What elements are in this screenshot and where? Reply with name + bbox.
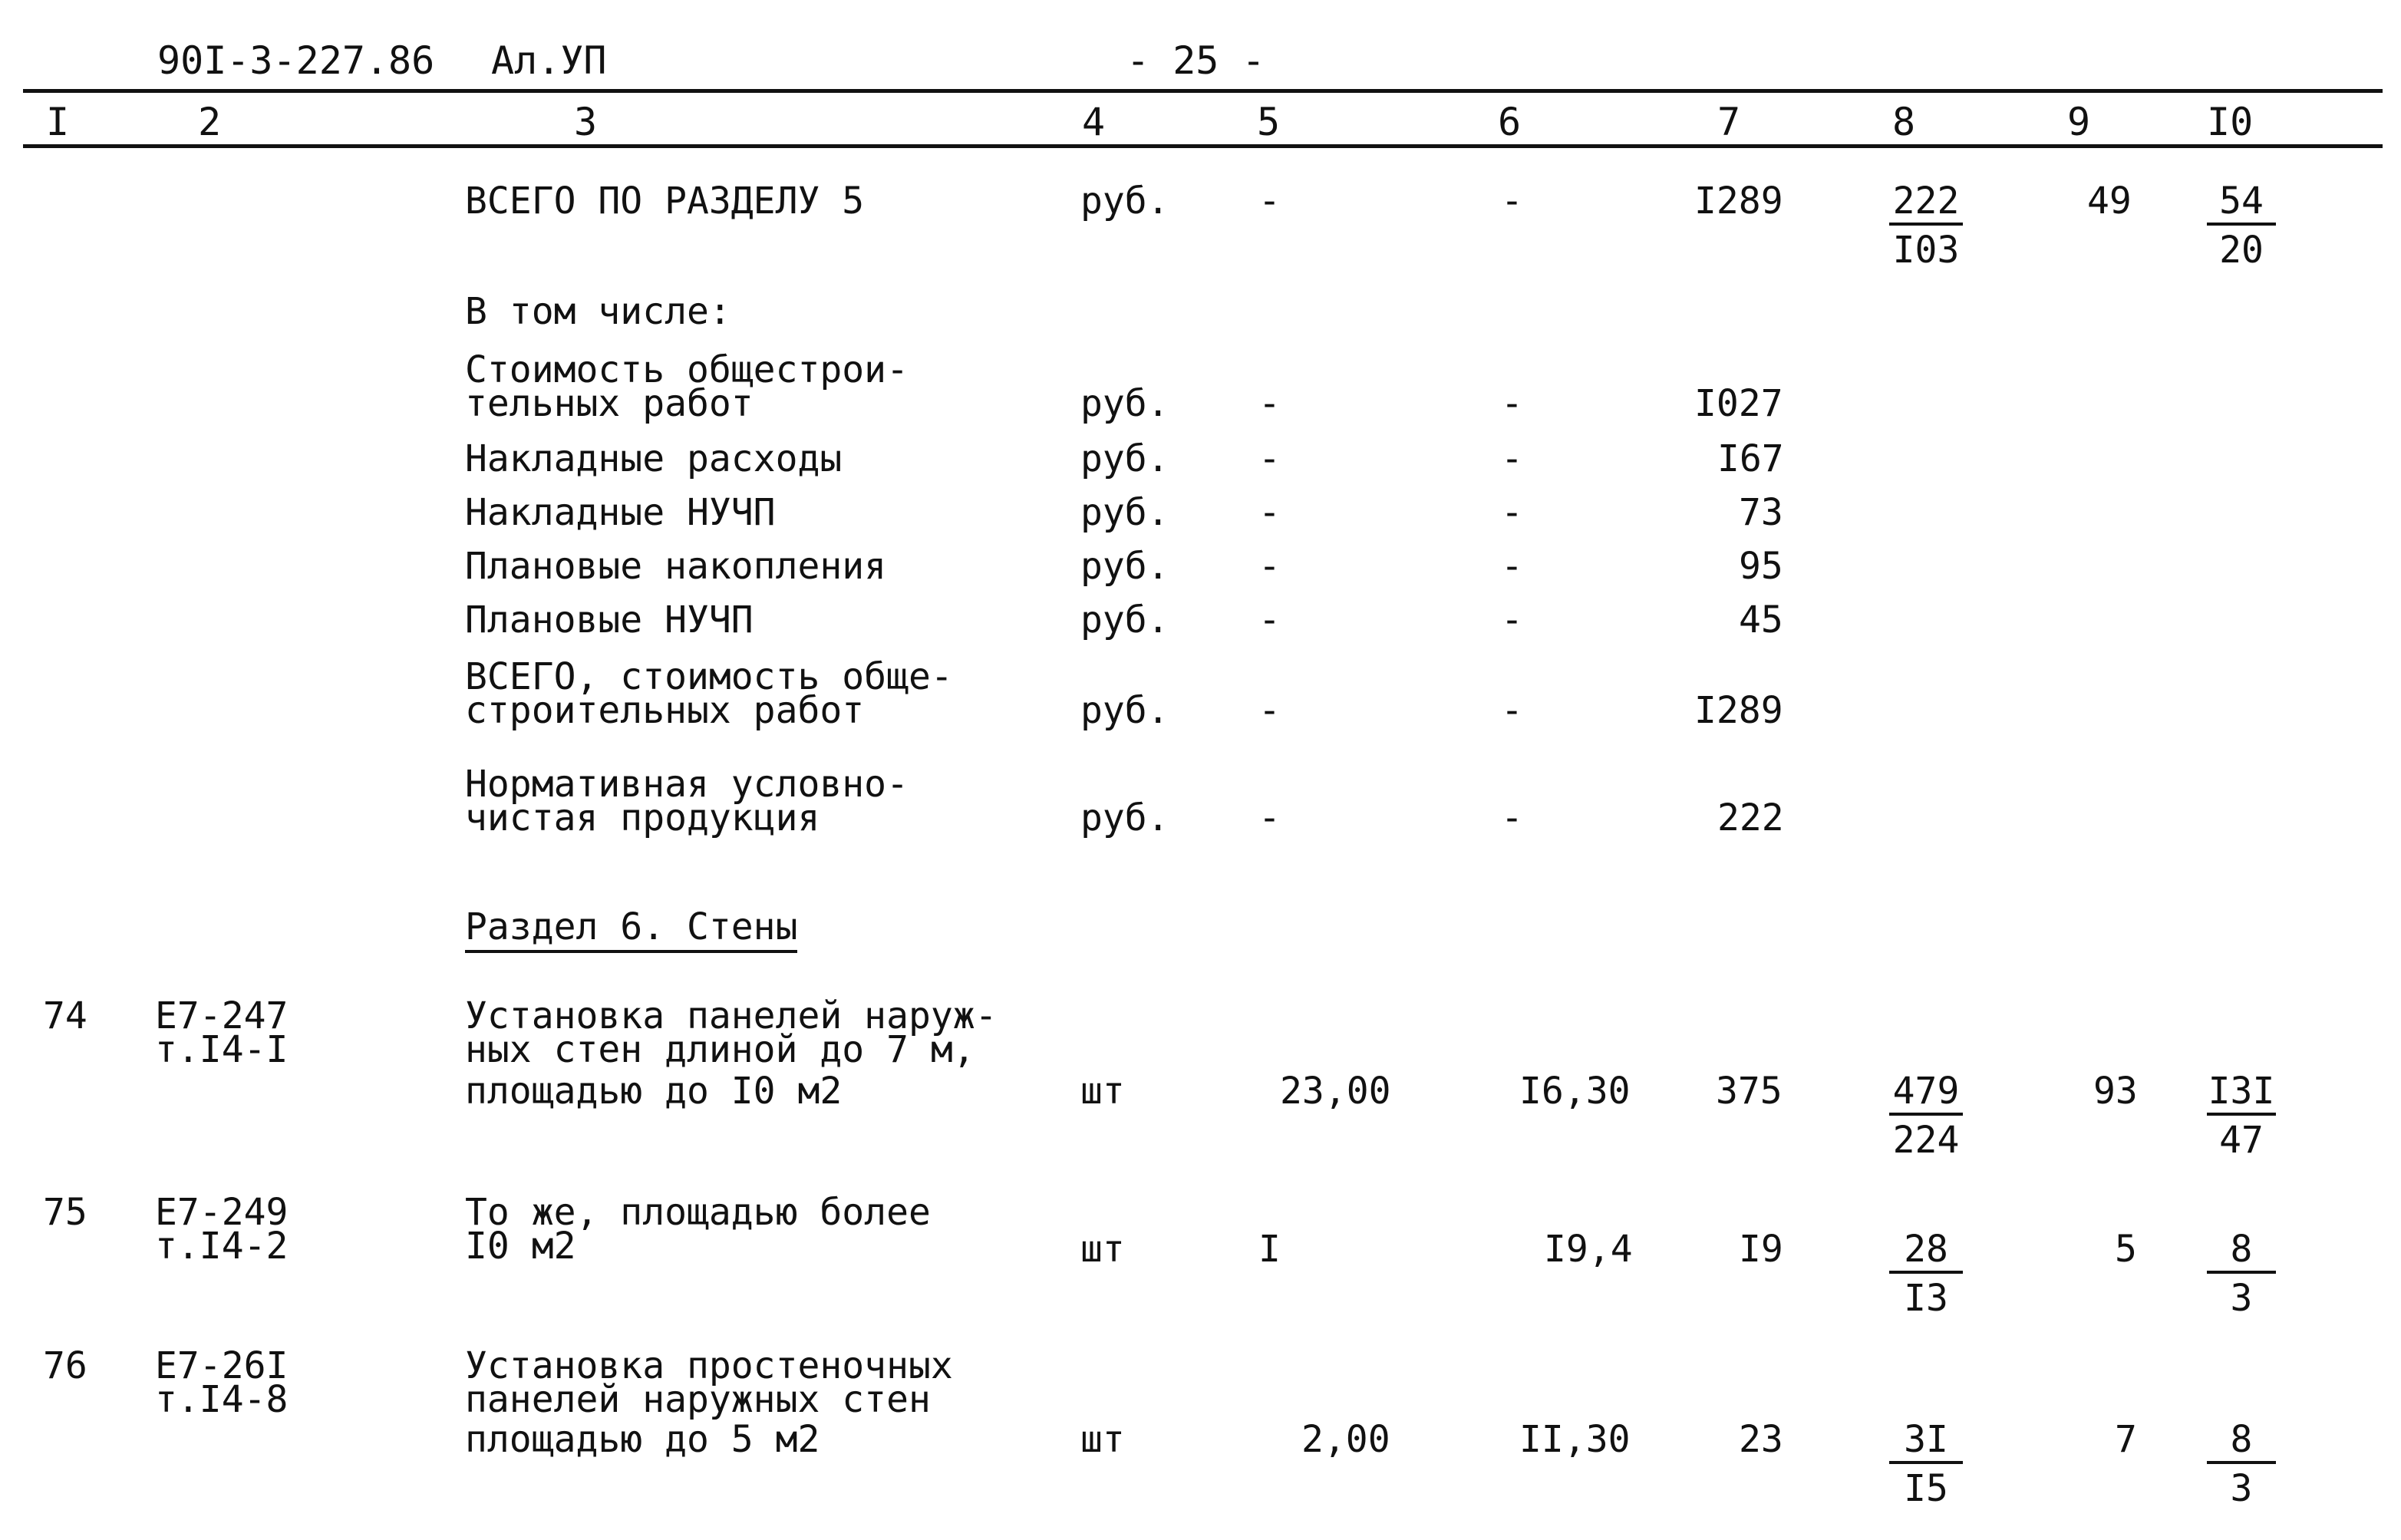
total-cost-cell: I9 [1739, 1228, 1783, 1271]
dash-cell: - [1258, 180, 1281, 223]
album-label: Ал.УП [491, 38, 607, 83]
fraction-numerator: 54 [2219, 180, 2264, 223]
cost-value: 45 [1739, 599, 1783, 641]
cost-value: 73 [1739, 491, 1783, 534]
column-number: 8 [1892, 100, 1916, 144]
breakdown-label: строительных работ [465, 689, 865, 732]
fraction-numerator: 8 [2230, 1228, 2253, 1271]
fraction-numerator: 3I [1904, 1418, 1948, 1461]
fraction-cell [2207, 1070, 2276, 1162]
fraction-denominator: I5 [1904, 1467, 1948, 1510]
fraction-denominator: 3 [2230, 1467, 2253, 1510]
unit-cell: руб. [1080, 796, 1169, 839]
page-number: - 25 - [1126, 38, 1265, 83]
fraction-cell [1889, 180, 1963, 272]
breakdown-label: Накладные НУЧП [465, 491, 776, 534]
breakdown-label: чистая продукция [465, 796, 820, 839]
fraction-cell [2207, 1418, 2276, 1510]
value-cell: 5 [2115, 1228, 2137, 1271]
value-cell: 7 [2115, 1418, 2137, 1461]
unit-cell: руб. [1080, 382, 1169, 425]
fraction-numerator: 222 [1892, 180, 1960, 223]
unit-cell: руб. [1080, 437, 1169, 480]
dash-cell: - [1501, 689, 1523, 732]
unit-cell: руб. [1080, 491, 1169, 534]
item-description: ных стен длиной до 7 м, [465, 1028, 975, 1071]
breakdown-label: Плановые накопления [465, 545, 887, 588]
cost-value: 222 [1717, 796, 1784, 839]
fraction-cell [1889, 1228, 1963, 1320]
dash-cell: - [1501, 491, 1523, 534]
table-reference: т.I4-2 [155, 1225, 289, 1268]
unit-cell: руб. [1080, 545, 1169, 588]
quantity-cell: 2,00 [1301, 1418, 1390, 1461]
dash-cell: - [1258, 689, 1281, 732]
fraction-cell [1889, 1070, 1963, 1162]
column-number: 5 [1257, 100, 1281, 144]
item-description: площадью до I0 м2 [465, 1070, 843, 1113]
breakdown-label: Плановые НУЧП [465, 599, 754, 641]
column-number: 4 [1082, 100, 1106, 144]
dash-cell: - [1258, 491, 1281, 534]
dash-cell: - [1501, 599, 1523, 641]
fraction-denominator: I03 [1892, 229, 1960, 272]
item-description: Установка простеночных [465, 1344, 953, 1387]
item-description: Установка панелей наруж- [465, 994, 998, 1037]
norm-code: Е7-249 [155, 1191, 289, 1234]
cost-value: I289 [1694, 689, 1783, 732]
dash-cell: - [1501, 437, 1523, 480]
fraction-cell [2207, 180, 2276, 272]
unit-cell: руб. [1080, 689, 1169, 732]
table-reference: т.I4-8 [155, 1378, 289, 1421]
item-description: панелей наружных стен [465, 1378, 931, 1421]
fraction-denominator: 20 [2219, 229, 2264, 272]
document-code: 90I-3-227.86 [157, 38, 435, 83]
total-cost: I289 [1694, 180, 1783, 223]
norm-code: Е7-26I [155, 1344, 289, 1387]
cost-value: 95 [1739, 545, 1783, 588]
total-cost-cell: 23 [1739, 1418, 1783, 1461]
unit-cell: шт [1080, 1228, 1125, 1271]
dash-cell: - [1501, 180, 1523, 223]
dash-cell: - [1258, 796, 1281, 839]
dash-cell: - [1258, 545, 1281, 588]
table-reference: т.I4-I [155, 1028, 289, 1071]
fraction-denominator: 224 [1892, 1119, 1960, 1162]
fraction-cell [1889, 1418, 1963, 1510]
item-number: 74 [43, 994, 87, 1037]
fraction-denominator: I3 [1904, 1277, 1948, 1320]
breakdown-label: Нормативная условно- [465, 763, 909, 806]
cost-value: I027 [1694, 382, 1783, 425]
column-number: I [46, 100, 70, 144]
section-heading: Раздел 6. Стены [465, 909, 797, 953]
column-number: 6 [1498, 100, 1522, 144]
unit-cell: шт [1080, 1070, 1125, 1113]
value-cell: 93 [2093, 1070, 2138, 1113]
fraction-denominator: 47 [2219, 1119, 2264, 1162]
quantity-cell: 23,00 [1280, 1070, 1391, 1113]
breakdown-label: ВСЕГО, стоимость обще- [465, 655, 953, 698]
including-label: В том числе: [465, 290, 731, 333]
column-header-rule [23, 144, 2383, 148]
dash-cell: - [1258, 382, 1281, 425]
unit-price-cell: I6,30 [1519, 1070, 1631, 1113]
column-number: 7 [1717, 100, 1741, 144]
fraction-numerator: I3I [2208, 1070, 2275, 1113]
unit-cell: шт [1080, 1418, 1125, 1461]
unit-cell: руб. [1080, 599, 1169, 641]
item-number: 75 [43, 1191, 87, 1234]
dash-cell: - [1258, 599, 1281, 641]
unit-price-cell: I9,4 [1544, 1228, 1633, 1271]
fraction-denominator: 3 [2230, 1277, 2253, 1320]
column-number: 2 [198, 100, 222, 144]
breakdown-label: Накладные расходы [465, 437, 843, 480]
column-number: 9 [2067, 100, 2091, 144]
dash-cell: - [1258, 437, 1281, 480]
fraction-numerator: 8 [2230, 1418, 2253, 1461]
item-description: площадью до 5 м2 [465, 1418, 820, 1461]
dash-cell: - [1501, 545, 1523, 588]
fraction-numerator: 28 [1904, 1228, 1948, 1271]
dash-cell: - [1501, 796, 1523, 839]
item-description: I0 м2 [465, 1225, 576, 1268]
breakdown-label: Стоимость общестрои- [465, 348, 909, 391]
item-description: То же, площадью более [465, 1191, 931, 1234]
fraction-numerator: 479 [1892, 1070, 1960, 1113]
norm-code: Е7-247 [155, 994, 289, 1037]
quantity-cell: I [1258, 1228, 1281, 1271]
top-rule [23, 89, 2383, 93]
unit-price-cell: II,30 [1519, 1418, 1631, 1461]
fraction-cell [2207, 1228, 2276, 1320]
dash-cell: - [1501, 382, 1523, 425]
cost-value: I67 [1717, 437, 1784, 480]
value-cell: 49 [2087, 180, 2132, 223]
total-cost-cell: 375 [1716, 1070, 1783, 1113]
item-number: 76 [43, 1344, 87, 1387]
total-label: ВСЕГО ПО РАЗДЕЛУ 5 [465, 180, 865, 223]
breakdown-label: тельных работ [465, 382, 754, 425]
column-number: 3 [574, 100, 598, 144]
unit-cell: руб. [1080, 180, 1169, 223]
column-number: I0 [2207, 100, 2254, 144]
